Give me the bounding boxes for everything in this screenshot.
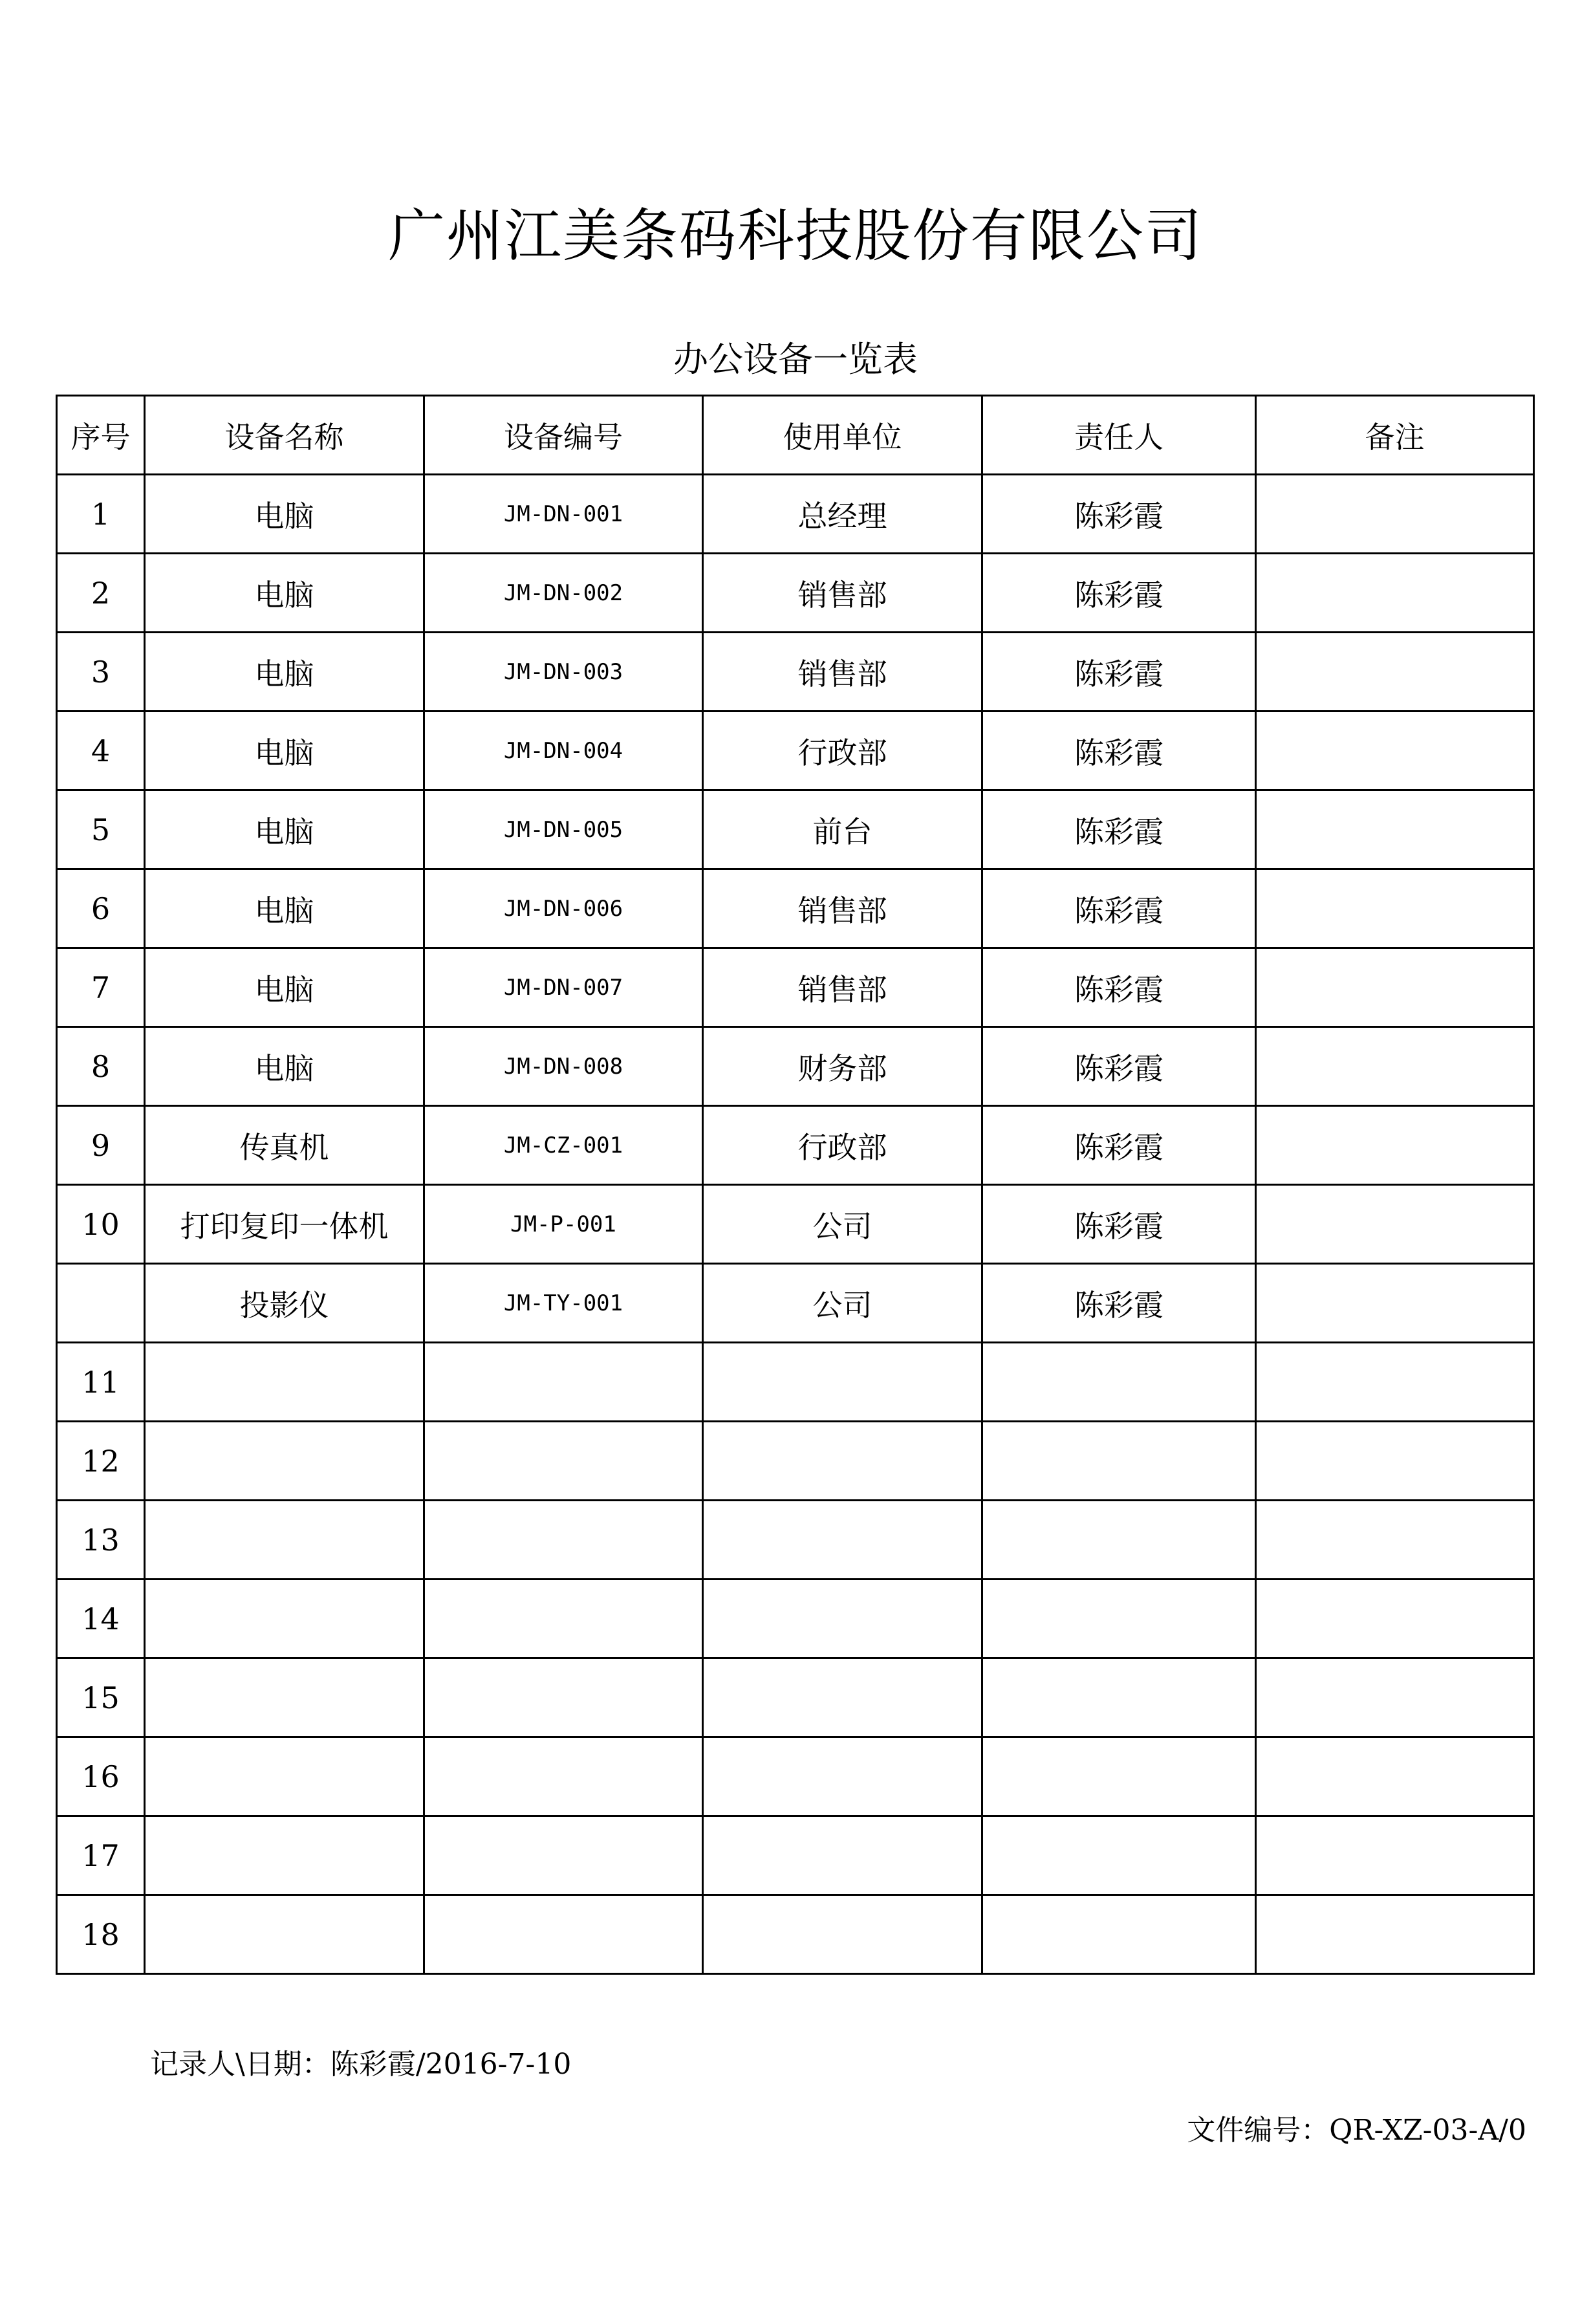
cell-owner (982, 1737, 1256, 1816)
cell-unit (703, 1501, 982, 1580)
table-row (57, 1658, 1534, 1737)
cell-code: JM-DN-005 (424, 790, 703, 869)
cell-note (1256, 633, 1534, 711)
cell-unit: 销售部 (703, 869, 982, 948)
table-row (57, 1816, 1534, 1895)
table-row (57, 1343, 1534, 1422)
cell-owner (982, 1580, 1256, 1658)
company-title: 广州江美条码科技股份有限公司 (387, 202, 1203, 269)
cell-owner: 陈彩霞 (982, 554, 1256, 633)
cell-code: JM-TY-001 (424, 1264, 703, 1343)
cell-note (1256, 711, 1534, 790)
cell-owner (982, 1501, 1256, 1580)
cell-code: JM-DN-004 (424, 711, 703, 790)
cell-unit: 公司 (703, 1264, 982, 1343)
cell-owner: 陈彩霞 (982, 1264, 1256, 1343)
cell-note (1256, 1658, 1534, 1737)
header-row (57, 396, 1534, 475)
cell-note (1256, 554, 1534, 633)
cell-name (145, 1658, 424, 1737)
cell-no: 5 (57, 790, 145, 869)
cell-owner (982, 1816, 1256, 1895)
table-row (57, 1106, 1534, 1185)
cell-unit: 财务部 (703, 1027, 982, 1106)
table-row (57, 1737, 1534, 1816)
table-row (57, 1501, 1534, 1580)
cell-owner: 陈彩霞 (982, 948, 1256, 1027)
cell-note (1256, 869, 1534, 948)
header-owner: 责任人 (982, 396, 1256, 475)
cell-name: 投影仪 (145, 1264, 424, 1343)
cell-name (145, 1343, 424, 1422)
cell-name (145, 1737, 424, 1816)
cell-owner: 陈彩霞 (982, 475, 1256, 554)
cell-owner: 陈彩霞 (982, 1185, 1256, 1264)
cell-name (145, 1422, 424, 1501)
cell-unit (703, 1343, 982, 1422)
cell-no: 17 (57, 1816, 145, 1895)
cell-code: JM-DN-006 (424, 869, 703, 948)
cell-code (424, 1895, 703, 1974)
cell-no: 8 (57, 1027, 145, 1106)
cell-no: 15 (57, 1658, 145, 1737)
header-unit: 使用单位 (703, 396, 982, 475)
cell-name: 电脑 (145, 790, 424, 869)
recorder-date: 记录人\日期：陈彩霞/2016-7-10 (150, 2048, 572, 2081)
table-title: 办公设备一览表 (673, 339, 918, 380)
cell-owner: 陈彩霞 (982, 1106, 1256, 1185)
cell-code (424, 1658, 703, 1737)
cell-note (1256, 1343, 1534, 1422)
cell-name (145, 1895, 424, 1974)
cell-unit: 销售部 (703, 633, 982, 711)
cell-owner: 陈彩霞 (982, 1027, 1256, 1106)
cell-note (1256, 1895, 1534, 1974)
cell-no: 4 (57, 711, 145, 790)
cell-note (1256, 1027, 1534, 1106)
table-row (57, 1580, 1534, 1658)
cell-no: 11 (57, 1343, 145, 1422)
cell-code (424, 1422, 703, 1501)
equipment-table (56, 395, 1535, 1975)
cell-owner (982, 1343, 1256, 1422)
cell-no: 3 (57, 633, 145, 711)
cell-note (1256, 948, 1534, 1027)
cell-code: JM-DN-001 (424, 475, 703, 554)
cell-note (1256, 1737, 1534, 1816)
cell-code: JM-DN-002 (424, 554, 703, 633)
cell-unit: 销售部 (703, 948, 982, 1027)
cell-unit: 销售部 (703, 554, 982, 633)
cell-code: JM-DN-008 (424, 1027, 703, 1106)
cell-no: 2 (57, 554, 145, 633)
cell-unit (703, 1422, 982, 1501)
cell-name: 电脑 (145, 869, 424, 948)
cell-name: 电脑 (145, 475, 424, 554)
table-body (57, 475, 1534, 1974)
cell-owner (982, 1658, 1256, 1737)
cell-unit (703, 1580, 982, 1658)
cell-code (424, 1737, 703, 1816)
cell-unit: 总经理 (703, 475, 982, 554)
cell-owner: 陈彩霞 (982, 711, 1256, 790)
cell-owner: 陈彩霞 (982, 633, 1256, 711)
cell-no: 18 (57, 1895, 145, 1974)
cell-code: JM-DN-007 (424, 948, 703, 1027)
table-row (57, 1027, 1534, 1106)
cell-owner (982, 1895, 1256, 1974)
cell-no: 10 (57, 1185, 145, 1264)
cell-name: 电脑 (145, 948, 424, 1027)
cell-code (424, 1343, 703, 1422)
cell-code (424, 1501, 703, 1580)
cell-no: 13 (57, 1501, 145, 1580)
cell-code: JM-CZ-001 (424, 1106, 703, 1185)
cell-no: 14 (57, 1580, 145, 1658)
cell-unit: 前台 (703, 790, 982, 869)
table-row (57, 869, 1534, 948)
header-name: 设备名称 (145, 396, 424, 475)
cell-note (1256, 1264, 1534, 1343)
table-row (57, 554, 1534, 633)
cell-note (1256, 1816, 1534, 1895)
cell-code (424, 1816, 703, 1895)
cell-unit (703, 1658, 982, 1737)
cell-name (145, 1580, 424, 1658)
cell-note (1256, 1106, 1534, 1185)
cell-name (145, 1816, 424, 1895)
cell-no: 9 (57, 1106, 145, 1185)
cell-owner: 陈彩霞 (982, 869, 1256, 948)
cell-unit: 行政部 (703, 711, 982, 790)
cell-unit: 行政部 (703, 1106, 982, 1185)
table-row (57, 1264, 1534, 1343)
table-row (57, 1185, 1534, 1264)
cell-name: 电脑 (145, 711, 424, 790)
cell-no (57, 1264, 145, 1343)
cell-name (145, 1501, 424, 1580)
cell-code (424, 1580, 703, 1658)
cell-note (1256, 1501, 1534, 1580)
cell-code: JM-P-001 (424, 1185, 703, 1264)
cell-note (1256, 1580, 1534, 1658)
table-row (57, 633, 1534, 711)
cell-owner (982, 1422, 1256, 1501)
cell-no: 12 (57, 1422, 145, 1501)
cell-name: 电脑 (145, 633, 424, 711)
cell-note (1256, 1185, 1534, 1264)
cell-name: 传真机 (145, 1106, 424, 1185)
cell-unit (703, 1816, 982, 1895)
cell-note (1256, 1422, 1534, 1501)
cell-owner: 陈彩霞 (982, 790, 1256, 869)
header-no: 序号 (57, 396, 145, 475)
table-row (57, 948, 1534, 1027)
cell-no: 6 (57, 869, 145, 948)
cell-note (1256, 475, 1534, 554)
table-row (57, 1422, 1534, 1501)
table-row (57, 1895, 1534, 1974)
cell-note (1256, 790, 1534, 869)
header-code: 设备编号 (424, 396, 703, 475)
header-note: 备注 (1256, 396, 1534, 475)
cell-unit: 公司 (703, 1185, 982, 1264)
cell-name: 电脑 (145, 554, 424, 633)
cell-name: 打印复印一体机 (145, 1185, 424, 1264)
table-row (57, 790, 1534, 869)
file-number: 文件编号：QR-XZ-03-A/0 (1187, 2114, 1526, 2147)
cell-unit (703, 1895, 982, 1974)
cell-no: 1 (57, 475, 145, 554)
cell-code: JM-DN-003 (424, 633, 703, 711)
cell-unit (703, 1737, 982, 1816)
cell-no: 7 (57, 948, 145, 1027)
table-row (57, 711, 1534, 790)
cell-no: 16 (57, 1737, 145, 1816)
table-row (57, 475, 1534, 554)
cell-name: 电脑 (145, 1027, 424, 1106)
